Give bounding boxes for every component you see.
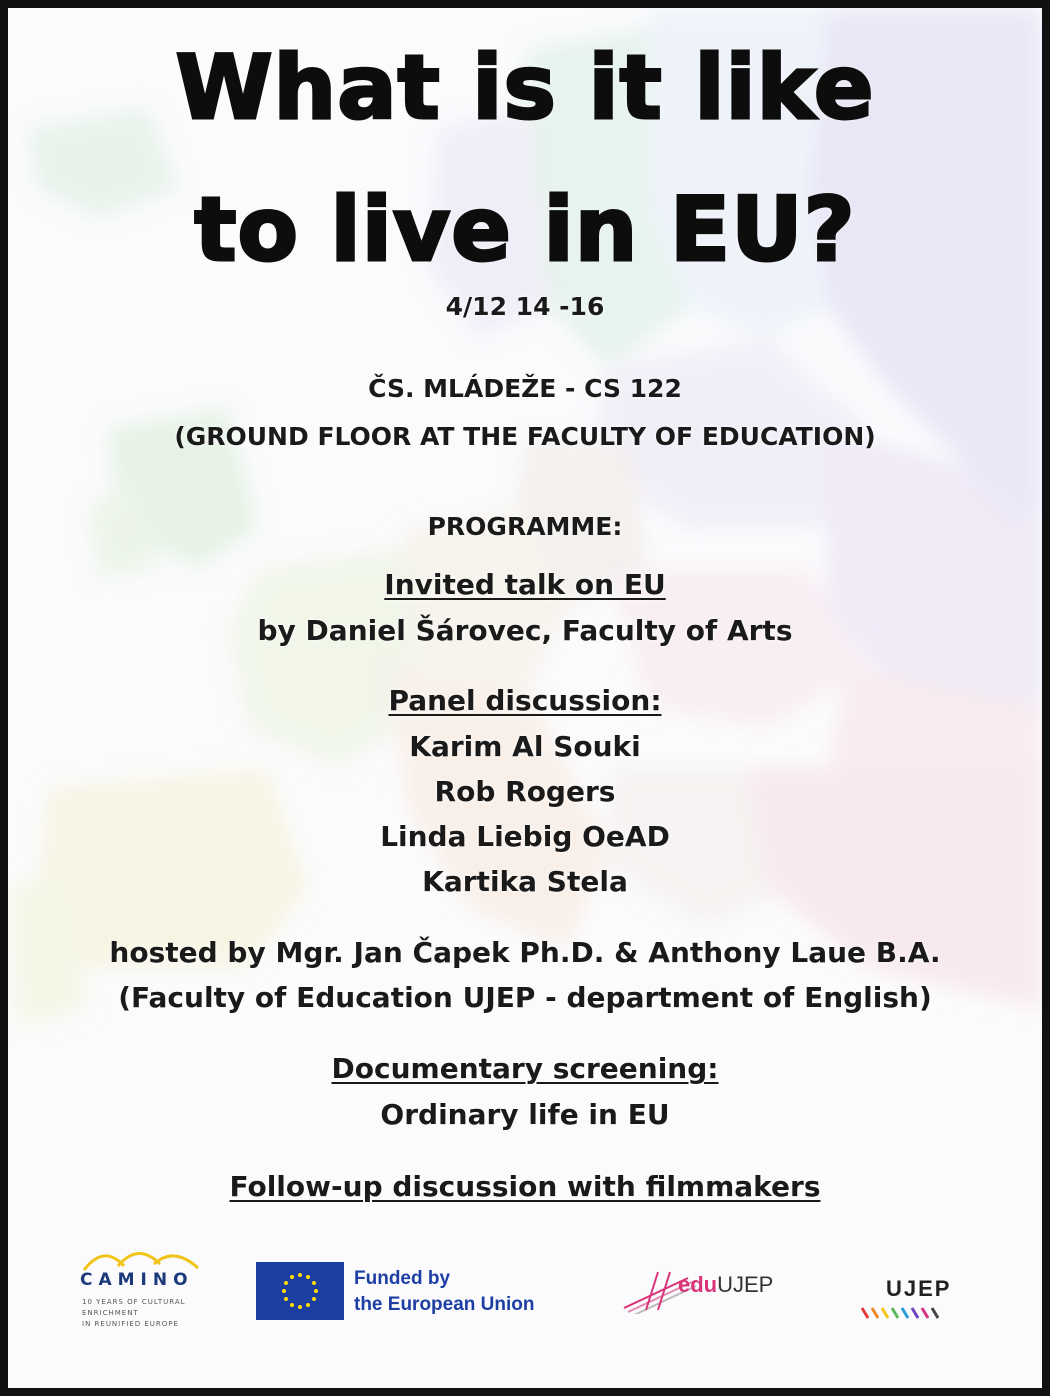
poster-title-line-1: What is it like [175,36,875,139]
camino-tagline: 10 YEARS OF CULTURAL [82,1298,186,1306]
hosts-affiliation: (Faculty of Education UJEP - department of English) [118,981,932,1014]
camino-logo [80,1242,220,1342]
event-room: ČS. MLÁDEŽE - CS 122 [368,374,682,403]
camino-tagline: IN REUNIFIED EUROPE [82,1320,179,1328]
ujep-wordmark: UJEP [886,1276,952,1301]
panel-member: Rob Rogers [434,775,616,808]
eu-flag-icon [256,1262,344,1320]
screening-film: Ordinary life in EU [380,1098,670,1131]
eu-funding-line-1: Funded by [354,1268,451,1289]
eu-funding-line-2: the European Union [354,1294,535,1315]
event-datetime: 4/12 14 -16 [445,292,605,321]
eduujep-wordmark: eduUJEP [678,1272,774,1297]
hosts-line: hosted by Mgr. Jan Čapek Ph.D. & Anthony Laue B.A. [109,936,941,969]
event-poster [8,8,1042,1388]
panel-member: Kartika Stela [422,865,628,898]
poster-content [8,8,1042,1388]
event-location-note: (GROUND FLOOR AT THE FACULTY OF EDUCATION) [174,422,876,451]
sponsor-logos [8,1236,1042,1346]
camino-tagline: ENRICHMENT [82,1309,139,1317]
panel-title: Panel discussion: [388,684,662,717]
ujep-logo [858,1266,958,1326]
poster-title-line-2: to live in EU? [194,178,856,281]
followup-discussion: Follow-up discussion with filmmakers [229,1170,821,1203]
eduujep-logo [618,1264,818,1324]
panel-member: Karim Al Souki [409,730,641,763]
panel-member: Linda Liebig OeAD [380,820,670,853]
camino-wordmark: CAMINO [80,1270,194,1290]
programme-heading: PROGRAMME: [427,512,623,541]
screening-title: Documentary screening: [331,1052,719,1085]
camino-arches-icon [80,1242,210,1272]
talk-speaker: by Daniel Šárovec, Faculty of Arts [257,614,793,647]
ujep-stripes-icon [860,1306,950,1322]
talk-title: Invited talk on EU [384,568,666,601]
eu-funding-logo [256,1262,556,1324]
